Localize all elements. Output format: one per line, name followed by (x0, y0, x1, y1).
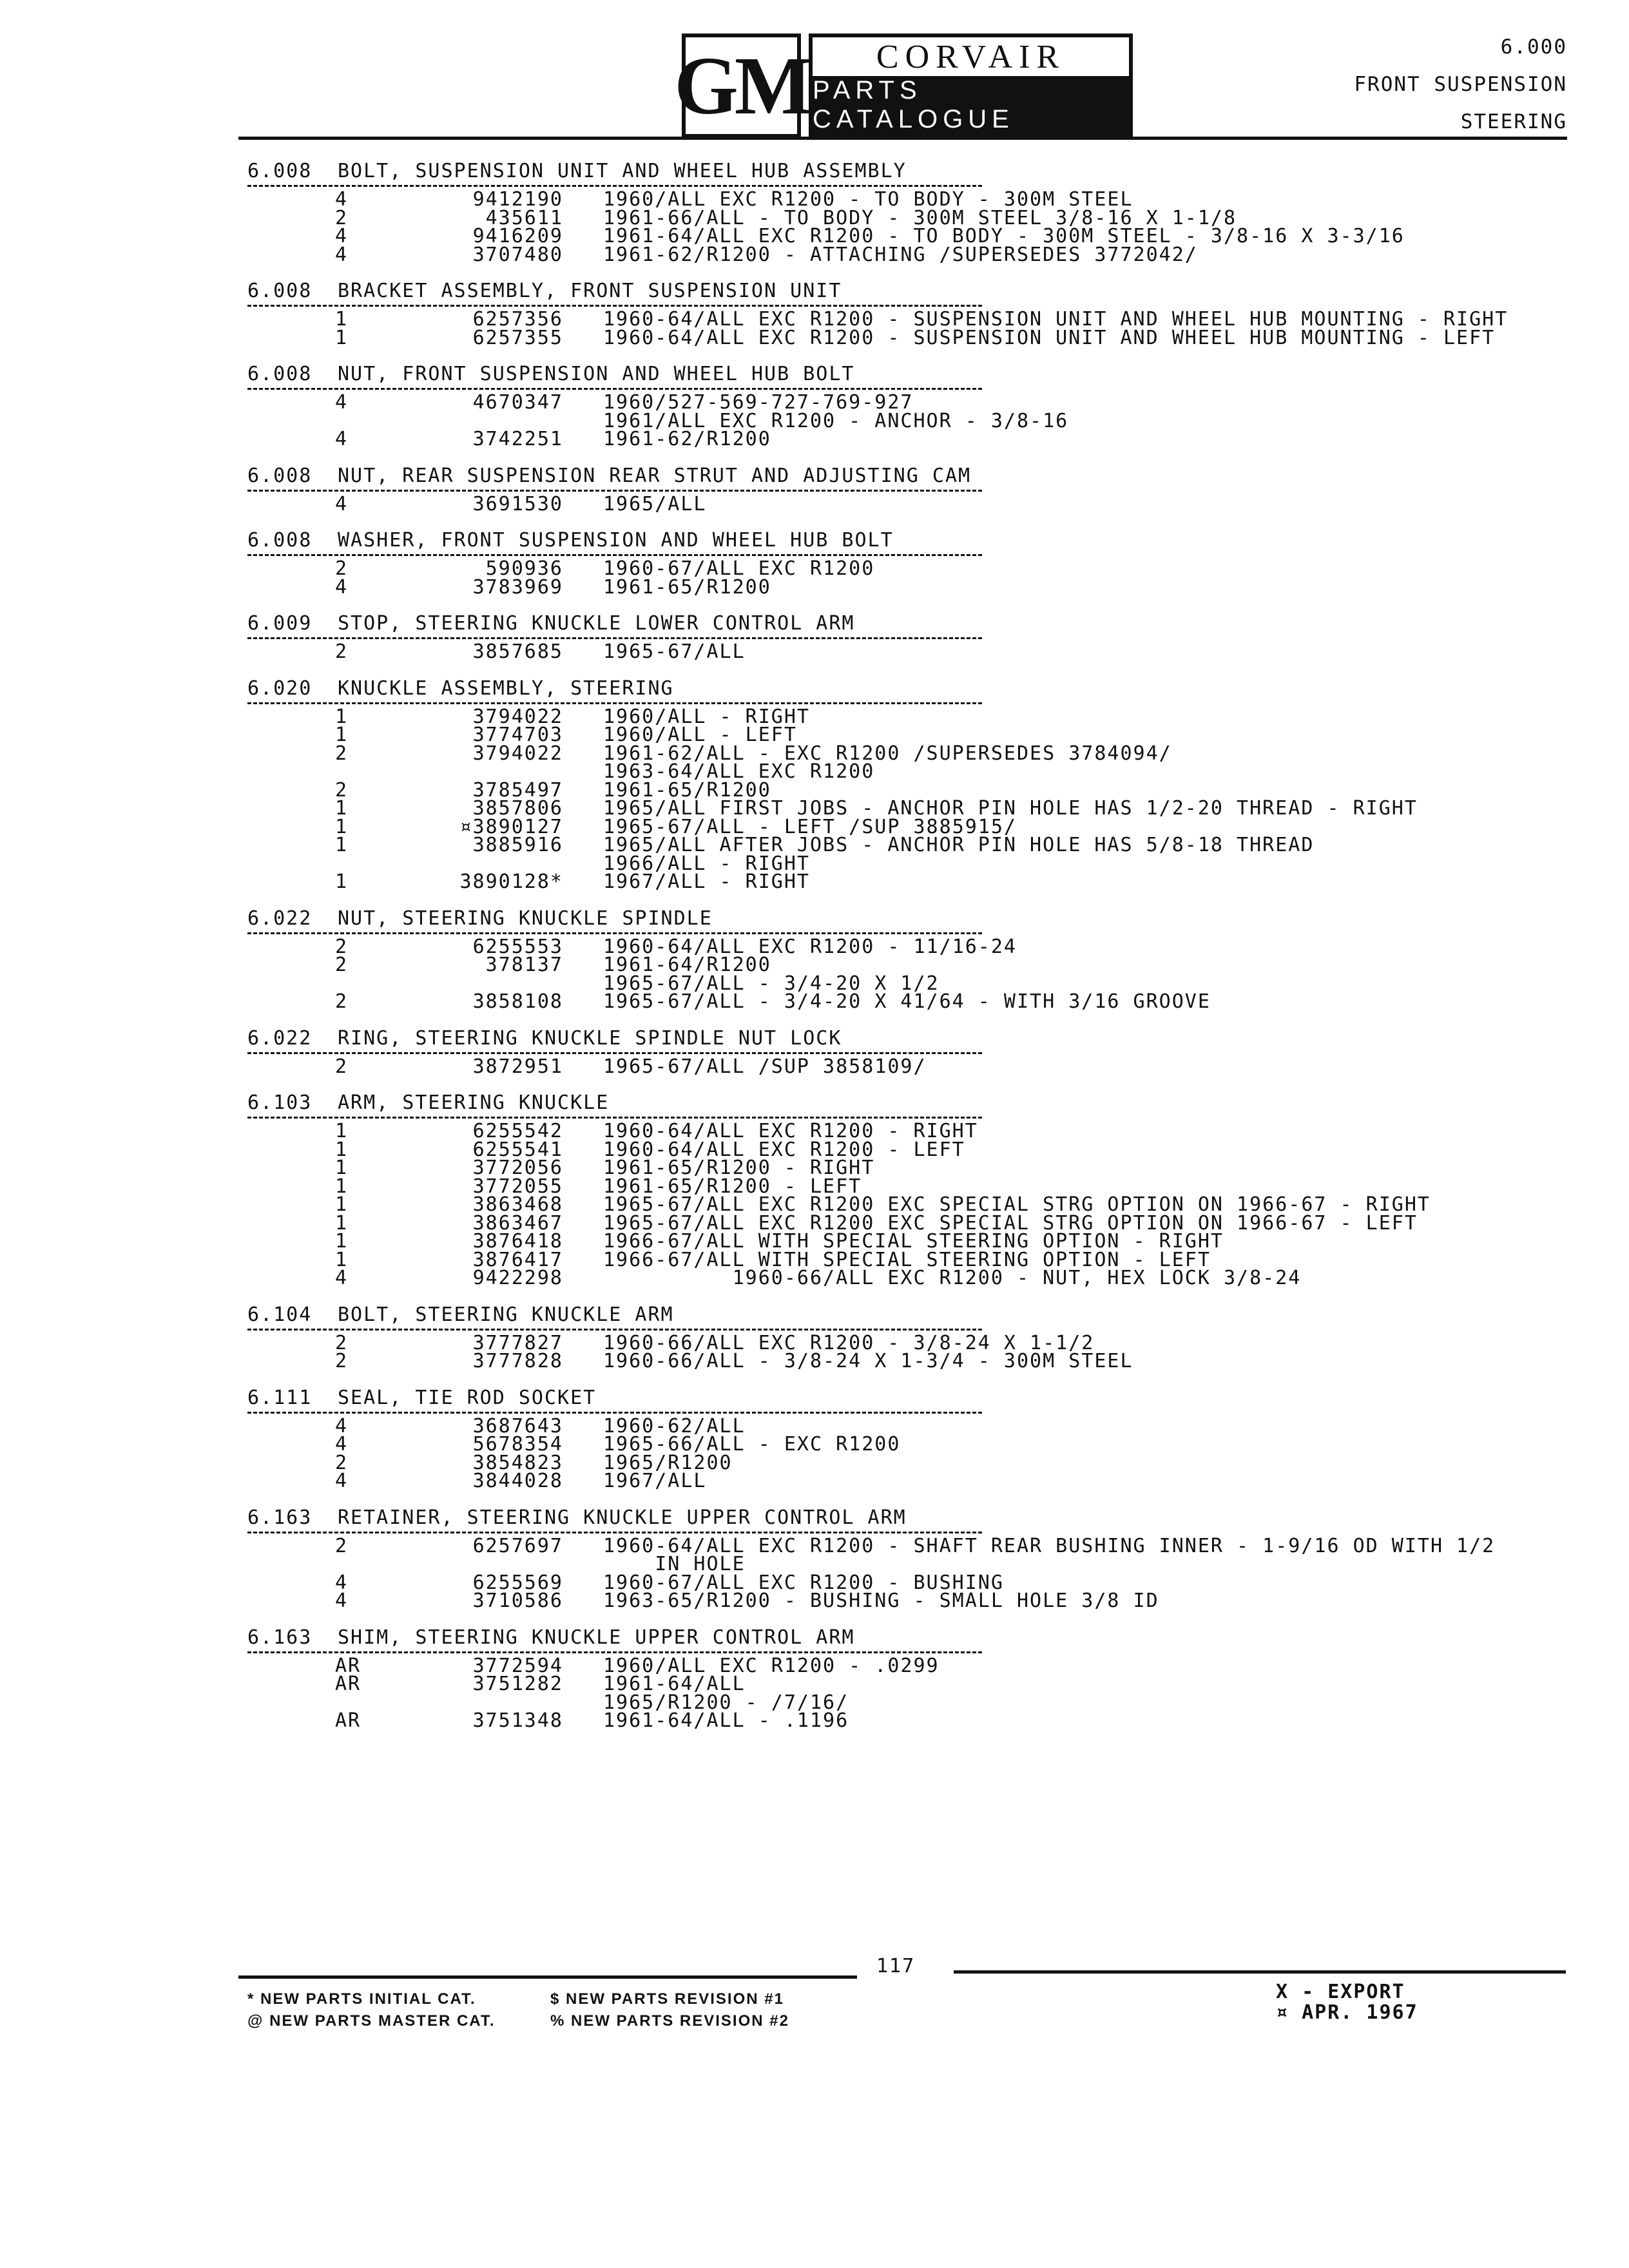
part-description: 1960-64/ALL EXC R1200 - LEFT (603, 1138, 965, 1161)
part-description: 1960-66/ALL EXC R1200 - NUT, HEX LOCK 3/8-24 (603, 1267, 1302, 1289)
quantity: 1 (335, 724, 349, 746)
part-row (247, 1138, 1575, 1161)
part-name: SHIM, STEERING KNUCKLE UPPER CONTROL ARM (338, 1626, 855, 1649)
quantity: 4 (335, 428, 349, 450)
part-name: BOLT, SUSPENSION UNIT AND WHEEL HUB ASSEMBLY (338, 160, 907, 182)
part-number: 435611 (485, 206, 563, 229)
section-title (247, 1627, 854, 1649)
part-description: 1961-64/ALL - .1196 (603, 1709, 849, 1732)
quantity: 1 (335, 870, 349, 893)
section-divider (247, 1649, 982, 1653)
part-description: 1960/ALL EXC R1200 - TO BODY - 300M STEEL (603, 188, 1133, 211)
part-name: NUT, STEERING KNUCKLE SPINDLE (338, 907, 713, 930)
quantity: 4 (335, 225, 349, 247)
part-description: 1966-67/ALL WITH SPECIAL STEERING OPTION - LEFT (603, 1248, 1211, 1271)
quantity: 1 (335, 1157, 349, 1179)
part-row (247, 326, 1575, 349)
part-description: 1960-66/ALL EXC R1200 - 3/8-24 X 1-1/2 (603, 1331, 1095, 1354)
section-divider (247, 182, 982, 187)
part-name: ARM, STEERING KNUCKLE (338, 1091, 610, 1114)
quantity: 1 (335, 797, 349, 820)
part-row (247, 1592, 1575, 1611)
section-divider (247, 1409, 982, 1414)
section-heading (1354, 28, 1567, 140)
part-description: 1961-62/R1200 - ATTACHING /SUPERSEDES 3772042/ (603, 243, 1198, 266)
part-description: 1960-66/ALL - 3/8-24 X 1-3/4 - 300M STEEL (603, 1350, 1133, 1372)
part-row (247, 852, 1575, 875)
section-divider (247, 1529, 982, 1533)
part-number: 3777827 (472, 1331, 563, 1354)
gm-logo: GM (682, 34, 801, 138)
part-description: 1965-67/ALL /SUP 3858109/ (603, 1055, 927, 1078)
catalogue-subtitle: PARTS CATALOGUE (813, 76, 1129, 134)
part-description: 1965/R1200 - /7/16/ (603, 1691, 849, 1714)
part-number: 6255542 (472, 1120, 563, 1142)
section-divider (247, 635, 982, 639)
part-description: 1960-67/ALL EXC R1200 - BUSHING (603, 1571, 1004, 1594)
quantity: 4 (335, 1470, 349, 1492)
quantity: AR (335, 1654, 361, 1677)
part-number: 3772594 (472, 1654, 563, 1677)
part-row (247, 492, 1575, 515)
part-number: 9416209 (472, 225, 563, 247)
parts-section (247, 1626, 1575, 1731)
part-description: 1960/ALL - LEFT (603, 724, 797, 746)
section-title (247, 1387, 596, 1409)
part-row (247, 1352, 1575, 1371)
quantity: 2 (335, 778, 349, 802)
quantity: 1 (335, 1138, 349, 1161)
quantity: 1 (335, 1120, 349, 1142)
parts-section (247, 612, 1575, 662)
section-title-1: FRONT SUSPENSION (1354, 73, 1567, 96)
part-number: 3890128* (459, 870, 563, 893)
legend-right (1276, 1982, 1418, 2023)
quantity (247, 763, 419, 782)
legend-revision-2: % NEW PARTS REVISION #2 (550, 2012, 789, 2030)
section-divider (247, 552, 982, 556)
section-divider (247, 302, 982, 307)
part-description: IN HOLE (603, 1553, 746, 1575)
part-name: SEAL, TIE ROD SOCKET (338, 1386, 597, 1409)
group-number: 6.008 (247, 363, 313, 385)
quantity: 2 (335, 557, 349, 580)
quantity: 2 (335, 206, 349, 229)
parts-section (247, 1303, 1575, 1371)
parts-section (247, 1387, 1575, 1491)
quantity: 1 (335, 308, 349, 331)
part-description: 1965/ALL FIRST JOBS - ANCHOR PIN HOLE HAS 1/2-20 THREAD - RIGHT (603, 797, 1418, 820)
parts-section (247, 1091, 1575, 1288)
quantity: 2 (335, 935, 349, 958)
part-description: 1961-65/R1200 - LEFT (603, 1175, 862, 1198)
part-number: 3783969 (472, 575, 563, 599)
section-title (247, 1028, 842, 1050)
part-number: 3854823 (472, 1451, 563, 1474)
part-number: 3751282 (472, 1673, 563, 1695)
parts-list (247, 160, 1575, 1746)
part-description: 1960-62/ALL (603, 1414, 746, 1437)
section-title (247, 1507, 907, 1529)
quantity: 4 (335, 1267, 349, 1289)
quantity: 2 (335, 990, 349, 1013)
part-row (247, 1709, 1575, 1732)
legend-left (247, 1988, 496, 2032)
part-number: 6257356 (472, 308, 563, 331)
part-number: 3742251 (472, 428, 563, 450)
quantity: 4 (335, 1590, 349, 1612)
section-divider (247, 385, 982, 390)
part-number: 6257697 (472, 1534, 563, 1557)
parts-section (247, 465, 1575, 514)
part-number: 3863467 (472, 1211, 563, 1235)
part-number: 3707480 (472, 243, 563, 266)
part-row (247, 1691, 1575, 1714)
quantity: 2 (335, 1451, 349, 1474)
group-number: 6.104 (247, 1303, 313, 1326)
part-description: 1960-64/ALL EXC R1200 - 11/16-24 (603, 935, 1017, 958)
part-row (247, 705, 1575, 728)
part-name: KNUCKLE ASSEMBLY, STEERING (338, 677, 674, 700)
corvair-logo (674, 34, 1133, 138)
quantity: 4 (335, 1433, 349, 1456)
part-name: RETAINER, STEERING KNUCKLE UPPER CONTROL ARM (338, 1506, 907, 1529)
part-number: 3872951 (472, 1055, 563, 1078)
part-number: 3751348 (472, 1709, 563, 1732)
part-number: 378137 (485, 954, 563, 976)
quantity: 2 (335, 1055, 349, 1078)
part-description: 1961-62/R1200 (603, 428, 771, 450)
quantity: 1 (335, 1230, 349, 1253)
footer-rule-left (238, 1975, 857, 1979)
quantity: AR (335, 1709, 361, 1732)
group-number: 6.163 (247, 1506, 313, 1529)
quantity: 1 (335, 1211, 349, 1235)
part-row (247, 640, 1575, 663)
part-name: BOLT, STEERING KNUCKLE ARM (338, 1303, 674, 1326)
parts-section (247, 907, 1575, 1012)
part-row (247, 1534, 1575, 1557)
group-number: 6.008 (247, 280, 313, 302)
quantity: 1 (335, 1248, 349, 1271)
footer-rule-right (954, 1970, 1566, 1974)
legend-master: @ NEW PARTS MASTER CAT. (247, 2012, 496, 2030)
quantity: AR (335, 1673, 361, 1695)
part-row (247, 1451, 1575, 1474)
section-title (247, 1304, 674, 1326)
part-number: 9422298 (472, 1267, 563, 1289)
section-divider (247, 700, 982, 704)
quantity: 2 (335, 1534, 349, 1557)
part-row (247, 1654, 1575, 1677)
part-row (247, 1269, 1575, 1288)
section-title (247, 530, 894, 552)
quantity: 1 (335, 326, 349, 349)
part-row (247, 836, 1575, 855)
part-number: 3844028 (472, 1470, 563, 1492)
quantity: 2 (335, 742, 349, 765)
section-title (247, 465, 971, 487)
part-name: NUT, REAR SUSPENSION REAR STRUT AND ADJUSTING CAM (338, 464, 972, 487)
part-number: 3710586 (472, 1590, 563, 1612)
parts-section (247, 529, 1575, 597)
part-description: 1965-67/ALL - 3/4-20 X 41/64 - WITH 3/16 GROOVE (603, 990, 1211, 1013)
part-row (247, 1675, 1575, 1694)
legend-initial: * NEW PARTS INITIAL CAT. (247, 1990, 476, 2008)
legend-export: X - EXPORT (1276, 1981, 1405, 2003)
part-number: 3772055 (472, 1175, 563, 1198)
quantity: 1 (335, 1175, 349, 1198)
part-number: 3857806 (472, 797, 563, 820)
legend-revision-1: $ NEW PARTS REVISION #1 (550, 1990, 784, 2008)
part-description: 1965-67/ALL EXC R1200 EXC SPECIAL STRG OPTION ON 1966-67 - RIGHT (603, 1193, 1431, 1216)
parts-section (247, 1027, 1575, 1077)
part-number: 9412190 (472, 188, 563, 211)
part-number: 4670347 (472, 391, 563, 414)
group-number: 6.020 (247, 677, 313, 700)
part-name: WASHER, FRONT SUSPENSION AND WHEEL HUB BOLT (338, 529, 894, 552)
part-description: 1960-64/ALL EXC R1200 - RIGHT (603, 1120, 978, 1142)
part-row (247, 1472, 1575, 1491)
section-divider (247, 1114, 982, 1119)
header-rule (238, 137, 1567, 140)
part-number: 3785497 (472, 778, 563, 802)
part-description: 1967/ALL (603, 1470, 707, 1492)
part-number: 3876418 (472, 1230, 563, 1253)
section-title (247, 678, 674, 700)
quantity: 2 (335, 1331, 349, 1354)
quantity: 2 (335, 1350, 349, 1372)
part-description: 1965-66/ALL - EXC R1200 (603, 1433, 901, 1456)
part-description: 1960-64/ALL EXC R1200 - SUSPENSION UNIT AND WHEEL HUB MOUNTING - LEFT (603, 326, 1496, 349)
group-number: 6.103 (247, 1091, 313, 1114)
group-number: 6.009 (247, 612, 313, 635)
part-description: 1961-65/R1200 - RIGHT (603, 1157, 875, 1179)
catalogue-badge (809, 34, 1133, 138)
part-description: 1961-65/R1200 (603, 778, 771, 802)
group-number: 6.022 (247, 907, 313, 930)
part-description: 1961-64/ALL EXC R1200 - TO BODY - 300M STEEL - 3/8-16 X 3-3/16 (603, 225, 1405, 247)
quantity: 4 (335, 1571, 349, 1594)
section-divider (247, 1050, 982, 1054)
page-number: 117 (876, 1955, 916, 1977)
quantity (247, 412, 419, 431)
group-number: 6.111 (247, 1386, 313, 1409)
part-description: 1961-64/ALL (603, 1673, 746, 1695)
quantity: 4 (335, 575, 349, 599)
group-number: 6.008 (247, 160, 313, 182)
section-title (247, 363, 854, 385)
part-number: 6257355 (472, 326, 563, 349)
part-description: 1960-67/ALL EXC R1200 (603, 557, 875, 580)
quantity: 4 (335, 1414, 349, 1437)
part-description: 1960/ALL EXC R1200 - .0299 (603, 1654, 940, 1677)
part-row (247, 760, 1575, 783)
part-description: 1961-62/ALL - EXC R1200 /SUPERSEDES 3784094/ (603, 742, 1172, 765)
part-description: 1960/527-569-727-769-927 (603, 391, 914, 414)
part-description: 1965-67/ALL EXC R1200 EXC SPECIAL STRG OPTION ON 1966-67 - LEFT (603, 1211, 1418, 1235)
part-description: 1965-67/ALL - LEFT /SUP 3885915/ (603, 815, 1017, 838)
section-title (247, 1092, 609, 1114)
part-row (247, 1414, 1575, 1437)
part-number: 3876417 (472, 1248, 563, 1271)
part-description: 1965/R1200 (603, 1451, 733, 1474)
part-description: 1963-64/ALL EXC R1200 (603, 760, 875, 783)
part-name: BRACKET ASSEMBLY, FRONT SUSPENSION UNIT (338, 280, 842, 302)
quantity: 4 (335, 391, 349, 414)
part-number: 6255541 (472, 1138, 563, 1161)
section-number: 6.000 (1500, 35, 1567, 59)
quantity: 4 (335, 492, 349, 515)
part-row (247, 742, 1575, 765)
group-number: 6.022 (247, 1026, 313, 1050)
section-title (247, 160, 907, 182)
parts-section (247, 1506, 1575, 1611)
group-number: 6.008 (247, 529, 313, 552)
parts-section (247, 280, 1575, 347)
part-number: 3863468 (472, 1193, 563, 1216)
part-description: 1961/ALL EXC R1200 - ANCHOR - 3/8-16 (603, 409, 1069, 432)
part-number: 3857685 (472, 640, 563, 663)
section-title-2: STEERING (1460, 110, 1567, 133)
part-row (247, 430, 1575, 449)
part-number: 3794022 (472, 742, 563, 765)
part-row (247, 935, 1575, 958)
part-description: 1967/ALL - RIGHT (603, 870, 810, 893)
part-description: 1960-64/ALL EXC R1200 - SHAFT REAR BUSHING INNER - 1-9/16 OD WITH 1/2 (603, 1534, 1496, 1557)
part-number: 3774703 (472, 724, 563, 746)
quantity (247, 1555, 419, 1574)
part-row (247, 990, 1575, 1013)
section-title (247, 613, 854, 635)
quantity: 4 (335, 188, 349, 211)
quantity: 1 (335, 834, 349, 856)
section-title (247, 280, 842, 302)
part-number: 3772056 (472, 1157, 563, 1179)
quantity (247, 1694, 419, 1713)
part-row (247, 557, 1575, 580)
legend-middle (550, 1988, 789, 2032)
part-description: 1960/ALL - RIGHT (603, 705, 810, 728)
group-number: 6.008 (247, 464, 313, 487)
quantity (247, 855, 419, 874)
part-number: 6255553 (472, 935, 563, 958)
quantity: 1 (335, 705, 349, 728)
part-description: 1963-65/R1200 - BUSHING - SMALL HOLE 3/8 ID (603, 1590, 1159, 1612)
quantity: 1 (335, 815, 349, 838)
part-description: 1961-66/ALL - TO BODY - 300M STEEL 3/8-16 X 1-1/8 (603, 206, 1237, 229)
quantity: 1 (335, 1193, 349, 1216)
part-name: STOP, STEERING KNUCKLE LOWER CONTROL ARM (338, 612, 855, 635)
quantity: 4 (335, 243, 349, 266)
group-number: 6.163 (247, 1626, 313, 1649)
part-name: NUT, FRONT SUSPENSION AND WHEEL HUB BOLT (338, 363, 855, 385)
part-description: 1965/ALL (603, 492, 707, 515)
parts-section (247, 160, 1575, 264)
part-number: 6255569 (472, 1571, 563, 1594)
part-description: 1965/ALL AFTER JOBS - ANCHOR PIN HOLE HAS 5/8-18 THREAD (603, 834, 1315, 856)
part-number: 3858108 (472, 990, 563, 1013)
catalogue-name: CORVAIR (813, 37, 1129, 76)
part-number: 3794022 (472, 705, 563, 728)
part-description: 1961-65/R1200 (603, 575, 771, 599)
part-row (247, 1433, 1575, 1456)
part-number: 590936 (485, 557, 563, 580)
part-description: 1966-67/ALL WITH SPECIAL STEERING OPTION - RIGHT (603, 1230, 1224, 1253)
part-description: 1960-64/ALL EXC R1200 - SUSPENSION UNIT AND WHEEL HUB MOUNTING - RIGHT (603, 308, 1509, 331)
part-number: 3885916 (472, 834, 563, 856)
part-description: 1965-67/ALL (603, 640, 746, 663)
quantity: 2 (335, 640, 349, 663)
part-number: 3777828 (472, 1350, 563, 1372)
part-number: 3687643 (472, 1414, 563, 1437)
part-description: 1966/ALL - RIGHT (603, 852, 810, 875)
part-number: 5678354 (472, 1433, 563, 1456)
part-number: 3691530 (472, 492, 563, 515)
parts-section (247, 677, 1575, 892)
section-divider (247, 487, 982, 492)
section-divider (247, 1326, 982, 1331)
part-row (247, 1055, 1575, 1078)
part-row (247, 870, 1575, 893)
legend-date: ¤ APR. 1967 (1276, 2001, 1418, 2024)
part-description: 1965-67/ALL - 3/4-20 X 1/2 (603, 972, 940, 995)
part-row (247, 1159, 1575, 1178)
part-row (247, 409, 1575, 432)
quantity (247, 975, 419, 994)
part-row (247, 243, 1575, 266)
section-divider (247, 930, 982, 934)
part-name: RING, STEERING KNUCKLE SPINDLE NUT LOCK (338, 1026, 842, 1050)
part-number: ¤3890127 (459, 815, 563, 838)
part-row (247, 575, 1575, 599)
quantity: 2 (335, 954, 349, 976)
section-title (247, 908, 713, 930)
parts-section (247, 363, 1575, 449)
part-description: 1961-64/R1200 (603, 954, 771, 976)
